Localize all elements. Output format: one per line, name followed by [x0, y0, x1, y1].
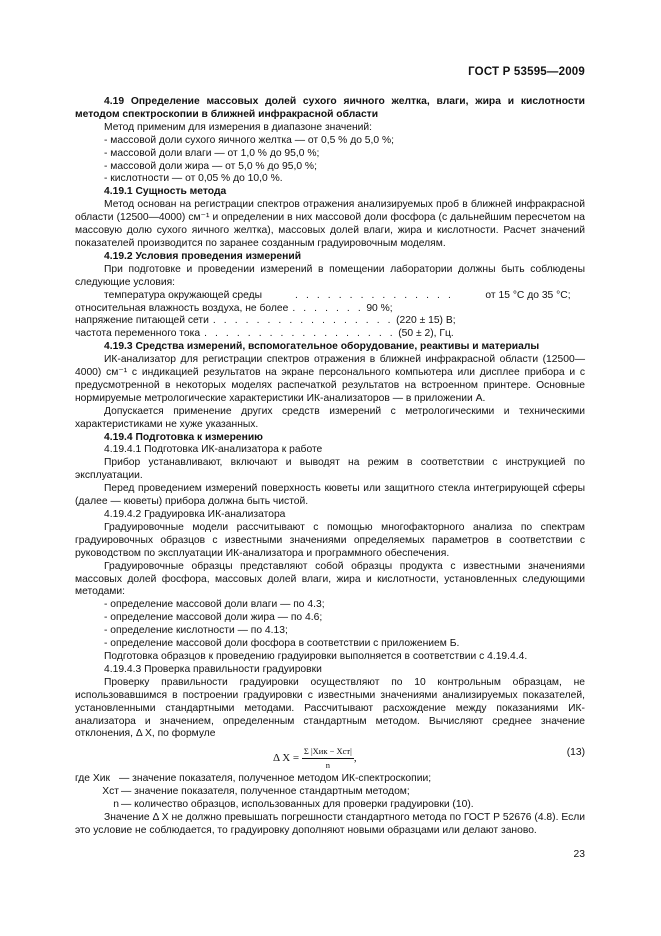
formula-number: (13) [566, 747, 585, 759]
intro-text: Метод применим для измерения в диапазоне значений: [104, 121, 373, 133]
condition-value: 90 %; [366, 302, 393, 314]
page-content [75, 96, 585, 838]
paragraph: Значение Δ X не должно превышать погрешности стандартного метода по ГОСТ Р 52676 (4.8). Если это условие не соблюдается, то градуировку дополняют новыми образцами или делают заново. [75, 812, 585, 836]
condition-value: от 15 °С до 35 °С; [485, 289, 571, 301]
method-item: - определение массовой доли жира — по 4.6; [104, 612, 323, 624]
subsubsection-title: 4.19.4.2 Градуировка ИК-анализатора [104, 509, 286, 520]
subsection-title: 4.19.2 Условия проведения измерений [104, 250, 302, 262]
section-title: 4.19 Определение массовых долей сухого яичного желтка, влаги, жира и кислотности методом спектроскопии в ближней инфракрасной области [75, 96, 585, 120]
paragraph: Градуировочные модели рассчитывают с помощью многофакторного анализа по спектрам градуировочных образцов с известными значениями определяемых параметров в соответствии с руководством по эксплуатации ИК-анализатора и программного обеспечения. [75, 521, 585, 559]
method-item: - определение массовой доли влаги — по 4.3; [104, 599, 325, 611]
paragraph: Перед проведением измерений поверхность кюветы или защитного стекла интегрирующей сферы (далее — кюветы) прибора должна быть чистой. [75, 483, 585, 508]
formula-fraction [302, 745, 354, 772]
paragraph: ИК-анализатор для регистрации спектров отражения в ближней инфракрасной области (12500—4000) см⁻¹ с индикацией результатов на экране персонального компьютера или дисплее прибора и с предусмотренной в некоторых моделях распечаткой результатов на встроенном принтере. Основные нормируемые метрологические характеристики ИК-анализаторов — в приложении А. [75, 354, 585, 404]
formula-numerator: Σ |Xик − Xст| [302, 745, 354, 759]
subsubsection-title: 4.19.4.3 Проверка правильности градуировки [104, 663, 322, 675]
method-item: - определение кислотности — по 4.13; [104, 625, 288, 637]
condition-leader: . . . . . . . . . . . . . . . [295, 289, 454, 301]
paragraph: Проверку правильности градуировки осуществляют по 10 контрольным образцам, не использовавшимся в построении градуировки с известными значениями анализируемых показателей, установленными стандартными методами. Рассчитывают расхождение между показаниями ИК-анализатора и значением, определенным стандартным методом. Вычисляют среднее значение отклонения, Δ X, по формуле [75, 676, 585, 740]
condition-row [75, 315, 585, 328]
legend-symbol: где Xик [75, 773, 111, 785]
condition-leader: . . . . . . . [292, 302, 364, 314]
condition-label: температура окружающей среды [104, 289, 263, 301]
paragraph: Градуировочные образцы представляют собой образцы продукта с известными значениями массовых долей фосфора, массовых долей влаги, жира и кислотности, установленных следующими методами: [75, 560, 585, 598]
condition-value: (220 ± 15) В; [396, 315, 456, 327]
page-number: 23 [573, 849, 585, 860]
subsubsection-title: 4.19.4.1 Подготовка ИК-анализатора к работе [104, 444, 323, 456]
legend-symbol: Xст [102, 786, 119, 798]
condition-leader: . . . . . . . . . . . . . . . . . [212, 315, 394, 327]
formula-lhs: Δ X = [273, 752, 300, 765]
standard-header: ГОСТ Р 53595—2009 [468, 66, 585, 78]
legend-row [75, 773, 585, 786]
legend-row [75, 799, 585, 812]
legend-text: — значение показателя, полученное методом ИК-спектроскопии; [119, 773, 432, 785]
range-item: - массовой доли влаги — от 1,0 % до 95,0 %; [104, 147, 320, 159]
paragraph: Подготовка образцов к проведению градуировки выполняется в соответствии с 4.19.4.4. [104, 650, 528, 662]
method-item: - определение массовой доли фосфора в соответствии с приложением Б. [104, 638, 460, 650]
legend-symbol: n [113, 799, 119, 811]
condition-value: (50 ± 2), Гц. [398, 328, 454, 340]
legend-text: — значение показателя, полученное стандартным методом; [121, 786, 410, 798]
range-item: - кислотности — от 0,05 % до 10,0 %. [104, 173, 283, 185]
formula-denominator: n [325, 760, 330, 771]
paragraph: Прибор устанавливают, включают и выводят на режим в соответствии с инструкцией по эксплуатации. [75, 457, 585, 482]
condition-label: частота переменного тока [75, 328, 201, 340]
condition-row [75, 290, 585, 303]
paragraph: Допускается применение других средств измерений с метрологическими и техническими характеристиками не хуже указанных. [75, 405, 585, 430]
formula-13 [75, 745, 585, 769]
subsection-title: 4.19.3 Средства измерений, вспомогательное оборудование, реактивы и материалы [104, 341, 540, 353]
range-item: - массовой доли сухого яичного желтка — от 0,5 % до 5,0 %; [104, 134, 394, 146]
subsection-title: 4.19.1 Сущность метода [104, 186, 227, 198]
condition-label: относительная влажность воздуха, не более [75, 302, 289, 314]
condition-label: напряжение питающей сети [75, 315, 209, 327]
legend-row [75, 786, 585, 799]
range-item: - массовой доли жира — от 5,0 % до 95,0 %; [104, 160, 317, 172]
paragraph: Метод основан на регистрации спектров отражения анализируемых проб в ближней инфракрасной области (12500—4000) см⁻¹ и определении в них массовой доли фосфора (с дальнейшим пересчетом на массовую долю сухого яичного желтка), массовых долей влаги, жира и кислотности. Расчет значений показателей производится по заранее созданным градуировочным моделям. [75, 199, 585, 249]
condition-leader: . . . . . . . . . . . . . . . . . . [204, 328, 396, 340]
paragraph: При подготовке и проведении измерений в помещении лаборатории должны быть соблюдены следующие условия: [75, 263, 585, 288]
condition-row [75, 328, 585, 341]
legend-text: — количество образцов, использованных для проверки градуировки (10). [121, 799, 474, 811]
formula-tail: , [353, 752, 357, 765]
subsection-title: 4.19.4 Подготовка к измерению [104, 431, 263, 443]
formula-expression [273, 745, 357, 772]
condition-row [75, 303, 585, 316]
